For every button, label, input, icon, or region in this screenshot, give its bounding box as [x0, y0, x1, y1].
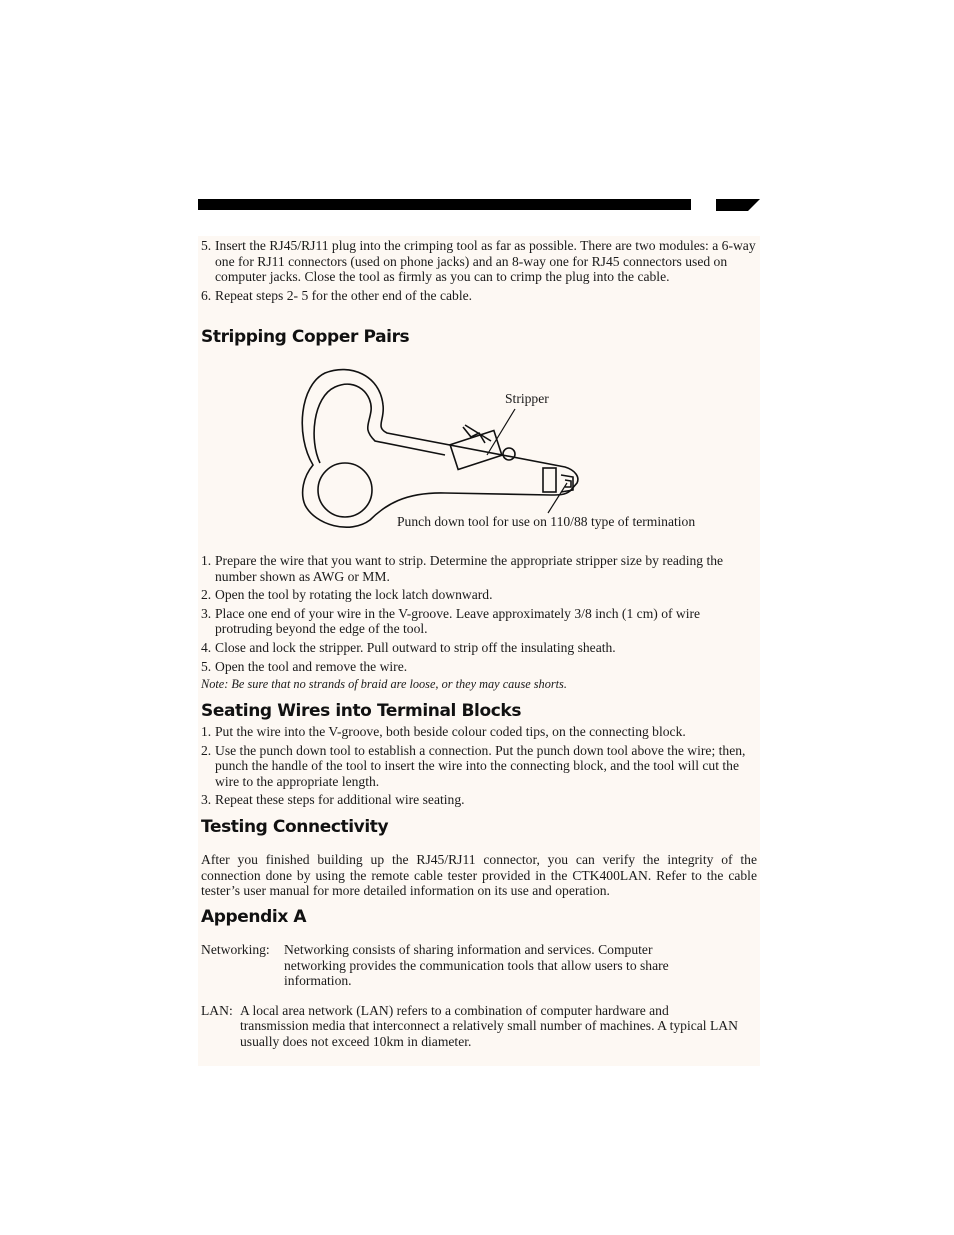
list-item: 2. Open the tool by rotating the lock latch downward. — [201, 587, 493, 603]
punch-down-label: Punch down tool for use on 110/88 type of termination — [397, 514, 696, 529]
list-item: 1. Put the wire into the V-groove, both beside colour coded tips, on the connecting block. — [201, 724, 686, 739]
definition-networking: Networking: Networking consists of sharing information and services. Computer networking provides the communication tools that allow users to share information. — [201, 942, 669, 989]
list-item: 5. Open the tool and remove the wire. — [201, 658, 408, 674]
stripper-tool-illustration — [295, 365, 595, 530]
list-item: 3. Repeat these steps for additional wire seating. — [201, 792, 465, 808]
testing-body: After you finished building up the RJ45/RJ11 connector, you can verify the integrity of the connection done by using the remote cable tester provided in the CTK400LAN. Refer to the cable tester’s user manual for more detailed information on its use and operation. — [201, 852, 757, 899]
appendix-heading: Appendix A — [201, 907, 307, 927]
list-item: 6. Repeat steps 2- 5 for the other end of the cable. — [201, 287, 473, 303]
stripping-heading: Stripping Copper Pairs — [201, 327, 410, 347]
seating-steps — [201, 724, 757, 811]
seating-heading: Seating Wires into Terminal Blocks — [201, 701, 522, 721]
appendix-defs — [201, 942, 757, 1050]
list-item: 4. Close and lock the stripper. Pull outward to strip off the insulating sheath. — [201, 639, 616, 655]
list-item: 5. Insert the RJ45/RJ11 plug into the crimping tool as far as possible. There are two modules: a 6-way one for RJ11 connectors (used on phone jacks) and an 8-way one for RJ45 connectors used on computer jacks. Close the tool as firmly as you can to crimp the plug into the cable. — [201, 238, 756, 285]
stripping-note: Note: Be sure that no strands of braid are loose, or they may cause shorts. — [201, 677, 567, 692]
list-item: 1. Prepare the wire that you want to strip. Determine the appropriate stripper size by reading the number shown as AWG or MM. — [201, 553, 724, 584]
testing-heading: Testing Connectivity — [201, 817, 389, 837]
header-rule — [198, 199, 691, 210]
definition-lan: LAN: A local area network (LAN) refers to a combination of computer hardware and transmission media that interconnect a relatively small number of machines. A typical LAN usually does not exceed 10km in diameter. — [201, 1002, 738, 1049]
list-item: 2. Use the punch down tool to establish a connection. Put the punch down tool above the wire; then, punch the handle of the tool to insert the wire into the connecting block, and the tool will cut the wire to the appropriate length. — [201, 742, 746, 789]
stripping-steps — [201, 553, 757, 693]
intro-steps — [201, 238, 757, 306]
header-tab-shape — [716, 199, 760, 211]
list-item: 3. Place one end of your wire in the V-groove. Leave approximately 3/8 inch (1 cm) of wire protruding beyond the edge of the tool. — [201, 605, 701, 637]
stripper-label: Stripper — [505, 391, 549, 406]
